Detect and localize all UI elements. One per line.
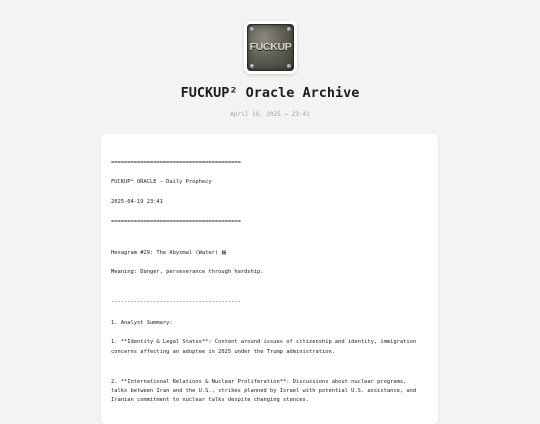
logo-metal-plate <box>247 24 294 71</box>
rivet-icon <box>250 64 254 68</box>
divider-single: ---------------------------------------- <box>111 299 241 305</box>
hexagram-line: Hexagram #29: The Abysmal (Water) ䷜ <box>111 250 227 256</box>
rivet-icon <box>287 27 291 31</box>
summary-item-1-line-2: concerns affecting an adoptee in 2025 under the Trump administration. <box>111 349 335 355</box>
summary-item-2-line-3: Iranian commitment to nuclear talks despite changing stances. <box>111 397 309 403</box>
rivet-icon <box>250 27 254 31</box>
archive-date: April 19, 2025 — 23:41 <box>230 111 310 118</box>
summary-item-2-line-2: talks between Iran and the U.S., strikes planned by Israel with potential U.S. assistance, and <box>111 388 417 394</box>
summary-item-1-line-1: 1. **Identity & Legal Status**: Content around issues of citizenship and identity, immigration <box>111 339 417 345</box>
prophecy-timestamp: 2025-04-19 23:41 <box>111 199 163 205</box>
prophecy-card <box>101 134 438 424</box>
summary-item-2-line-1: 2. **International Relations & Nuclear Proliferation**: Discussions about nuclear programs, <box>111 379 407 385</box>
oracle-logo <box>244 21 297 74</box>
section-title: 1. Analyst Summary: <box>111 320 173 326</box>
rivet-icon <box>287 64 291 68</box>
page-title: FUCKUP² Oracle Archive <box>180 85 360 101</box>
meaning-line: Meaning: Danger, perseverance through hardship. <box>111 269 264 275</box>
divider-double: ======================================== <box>111 219 241 225</box>
logo-text: FUCKUP <box>249 41 292 53</box>
prophecy-heading: FUCKUP² ORACLE — Daily Prophecy <box>111 179 212 185</box>
divider-double: ======================================== <box>111 160 241 166</box>
